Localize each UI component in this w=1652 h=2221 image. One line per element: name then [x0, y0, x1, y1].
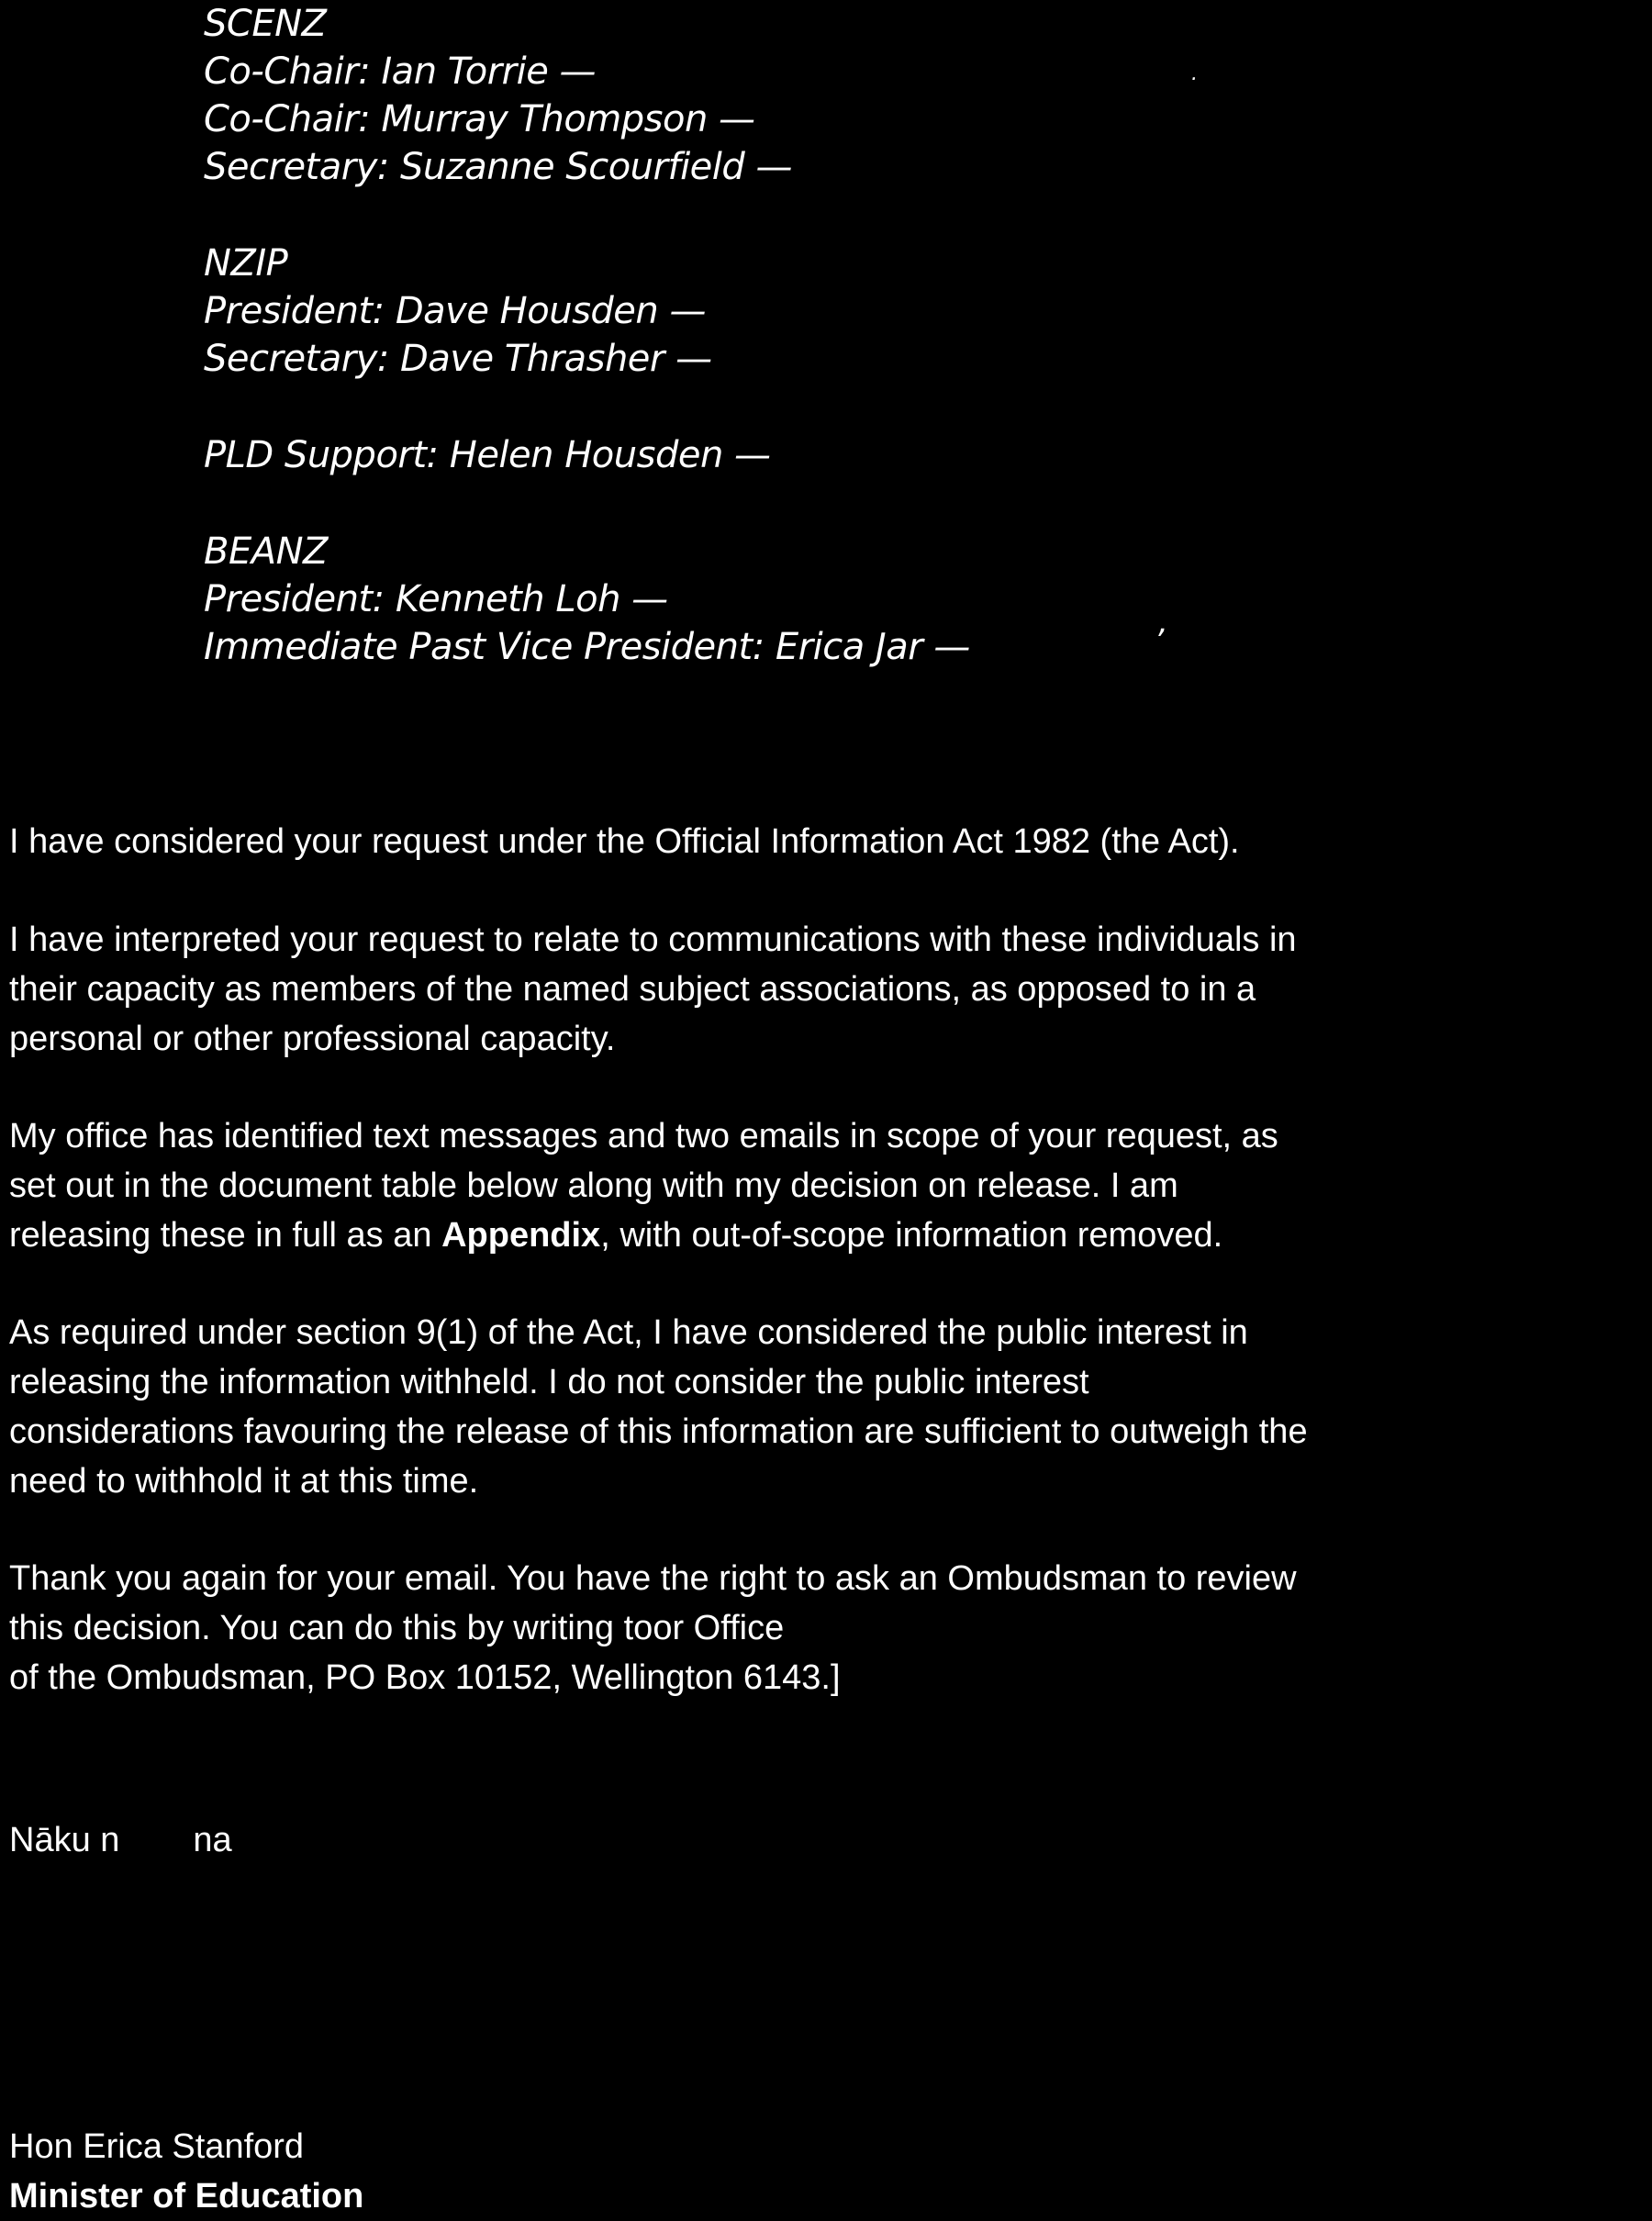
appendix-label: Appendix: [441, 1216, 601, 1255]
contact-line: President: Dave Housden —: [204, 290, 706, 332]
text-line: this decision. You can do this by writing toor Office: [9, 1609, 785, 1647]
contact-list: [204, 0, 1213, 671]
signatory-name: Hon Erica Stanford: [9, 2127, 305, 2166]
contact-line: Secretary: Dave Thrasher —: [204, 338, 712, 380]
paragraph-5: [9, 1554, 1652, 1702]
paragraph-4: [9, 1308, 1652, 1506]
stray-dot: .: [1191, 62, 1198, 85]
text-line: My office has identified text messages and two emails in scope of your request, as: [9, 1117, 1278, 1155]
association-name-beanz: BEANZ: [204, 530, 328, 573]
stray-comma: ,: [1158, 604, 1168, 641]
contact-line: Co-Chair: Ian Torrie —: [204, 50, 597, 93]
text-line: As required under section 9(1) of the Act, I have considered the public interest in: [9, 1313, 1248, 1352]
contact-line-pld: PLD Support: Helen Housden —: [204, 434, 771, 476]
text-line: I have interpreted your request to relate to communications with these individuals in: [9, 921, 1297, 959]
text-line: releasing these in full as an Appendix, with out-of-scope information removed.: [9, 1216, 1223, 1255]
contact-line: Secretary: Suzanne Scourfield —: [204, 146, 793, 188]
text-line: releasing the information withheld. I do not consider the public interest: [9, 1363, 1089, 1401]
paragraph-1: [9, 817, 1652, 866]
text-line: personal or other professional capacity.: [9, 1020, 616, 1058]
contact-line: President: Kenneth Loh —: [204, 578, 668, 620]
association-name-scenz: SCENZ: [204, 3, 327, 45]
salutation: Nāku n na: [9, 1821, 232, 1859]
signatory-title: Minister of Education: [9, 2177, 364, 2215]
text-line: their capacity as members of the named subject associations, as opposed to in a: [9, 970, 1256, 1009]
contact-line: Co-Chair: Murray Thompson —: [204, 98, 755, 140]
paragraph-3: [9, 1111, 1652, 1260]
text-line: of the Ombudsman, PO Box 10152, Wellington 6143.]: [9, 1658, 841, 1697]
paragraph-2: [9, 915, 1652, 1064]
contact-line: Immediate Past Vice President: Erica Jar —: [204, 626, 970, 668]
text-line: set out in the document table below along with my decision on release. I am: [9, 1166, 1178, 1205]
association-name-nzip: NZIP: [204, 242, 288, 285]
text-line: Thank you again for your email. You have the right to ask an Ombudsman to review: [9, 1559, 1297, 1598]
text-line: considerations favouring the release of this information are sufficient to outweigh the: [9, 1412, 1308, 1451]
text-line: need to withhold it at this time.: [9, 1462, 479, 1501]
text-line: I have considered your request under the Official Information Act 1982 (the Act).: [9, 822, 1240, 861]
